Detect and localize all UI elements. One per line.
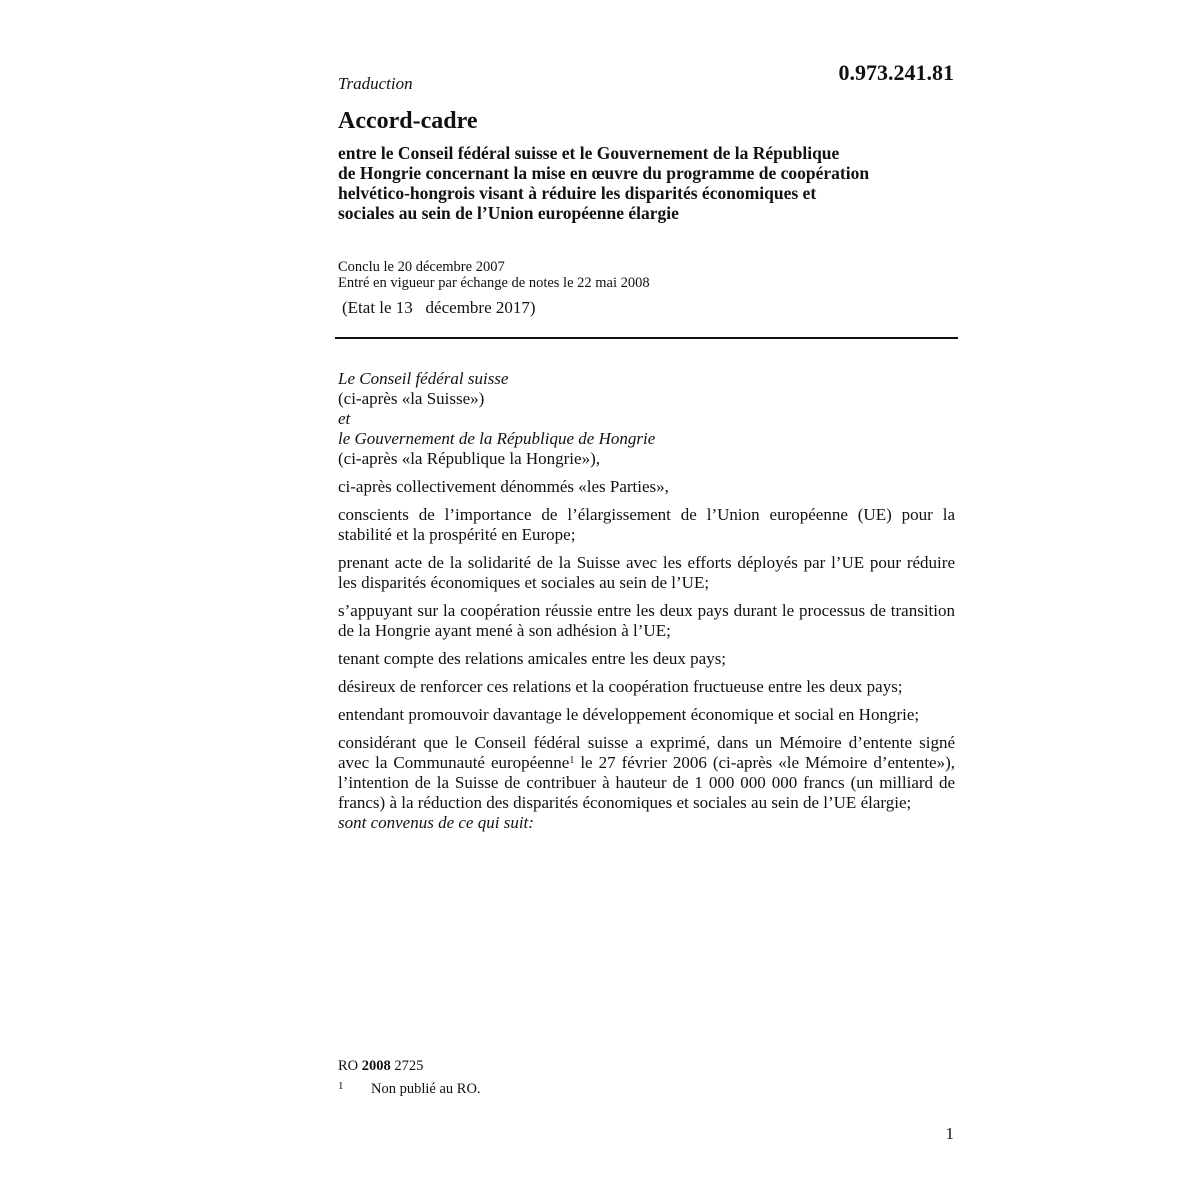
ro-reference: [338, 1058, 423, 1075]
status-date: (Etat le 13 décembre 2017): [342, 298, 536, 317]
subtitle-line: sociales au sein de l’Union européenne élargie: [338, 203, 679, 223]
consideration-paragraph: désireux de renforcer ces relations et la coopération fructueuse entre les deux pays;: [338, 677, 903, 696]
footnote: [338, 1080, 481, 1098]
consideration-paragraph: conscients de l’importance de l’élargissement de l’Union européenne (UE) pour la stabilité et la prospérité en Europe;: [338, 505, 955, 544]
document-number: 0.973.241.81: [838, 60, 954, 85]
subtitle-line: entre le Conseil fédéral suisse et le Gouvernement de la République: [338, 143, 840, 163]
footnote-number: 1: [338, 1080, 344, 1092]
ro-year: 2008: [361, 1058, 391, 1074]
document-dates: [338, 259, 650, 291]
ro-page: 2725: [394, 1058, 424, 1074]
party-2-name: le Gouvernement de la République de Hongrie: [338, 429, 656, 448]
consideration-paragraph: s’appuyant sur la coopération réussie entre les deux pays durant le processus de transition de la Hongrie ayant mené à son adhésion à l’UE;: [338, 601, 955, 640]
ro-prefix: RO: [338, 1058, 359, 1074]
party-1-alias: (ci-après «la Suisse»): [338, 389, 485, 408]
conjunction: et: [338, 409, 351, 428]
entry-into-force-date: Entré en vigueur par échange de notes le 22 mai 2008: [338, 275, 650, 291]
consideration-paragraph: tenant compte des relations amicales entre les deux pays;: [338, 649, 727, 668]
translation-label: Traduction: [338, 74, 413, 93]
parties-collective-name: ci-après collectivement dénommés «les Parties»,: [338, 477, 669, 496]
subtitle-line: de Hongrie concernant la mise en œuvre du programme de coopération: [338, 163, 870, 183]
party-1-name: Le Conseil fédéral suisse: [338, 369, 509, 388]
subtitle-line: helvético-hongrois visant à réduire les disparités économiques et: [338, 183, 817, 203]
consideration-paragraph: entendant promouvoir davantage le développement économique et social en Hongrie;: [338, 705, 920, 724]
memorandum-text-part-2: le 27 février 2006 (ci-après «le Mémoire d’entente»), l’intention de la Suisse de contribuer à hauteur de 1 000 000 000 francs (un milliard de francs) à la réduction des disparités économiques et sociales au sein de l’UE élargie;: [338, 753, 955, 812]
agreement-closing: sont convenus de ce qui suit:: [338, 813, 534, 832]
document-subtitle: [338, 143, 958, 223]
consideration-paragraph: prenant acte de la solidarité de la Suisse avec les efforts déployés par l’UE pour réduire les disparités économiques et sociales au sein de l’UE;: [338, 553, 955, 592]
concluded-date: Conclu le 20 décembre 2007: [338, 259, 505, 275]
preamble: [338, 369, 955, 833]
memorandum-text-part-1: considérant que le Conseil fédéral suisse a exprimé, dans un Mémoire d’entente signé avec la Communauté européenne: [338, 733, 955, 772]
header-divider: [335, 337, 958, 339]
footnote-reference[interactable]: 1: [569, 755, 575, 766]
footnote-text: Non publié au RO.: [371, 1081, 481, 1097]
party-2-alias: (ci-après «la République la Hongrie»),: [338, 449, 600, 468]
document-title: Accord-cadre: [338, 108, 478, 134]
memorandum-paragraph: [338, 733, 955, 813]
page-number: 1: [945, 1124, 954, 1143]
